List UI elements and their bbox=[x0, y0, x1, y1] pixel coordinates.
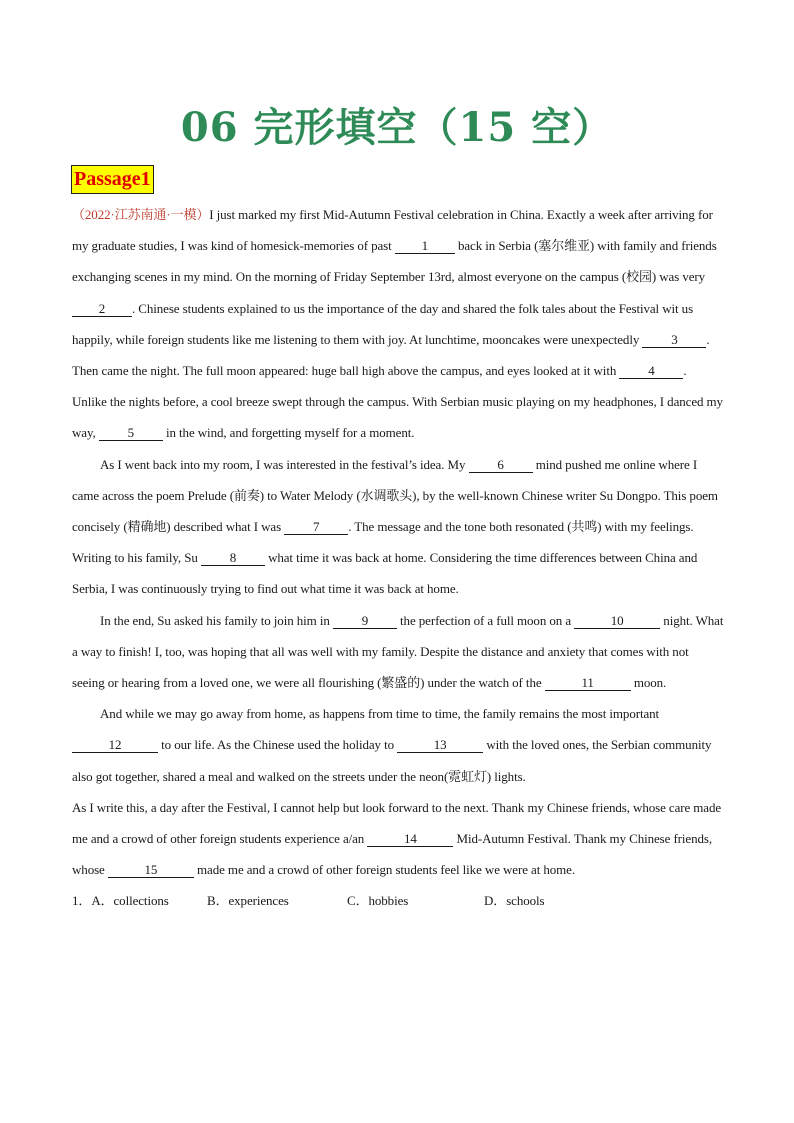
passage-label: Passage1 bbox=[71, 165, 154, 194]
blank-14: 14 bbox=[367, 832, 453, 847]
blank-5: 5 bbox=[99, 426, 163, 441]
option-c: C．hobbies bbox=[347, 893, 409, 909]
option-b: B．experiences bbox=[207, 893, 289, 909]
paragraph-5: As I write this, a day after the Festival, I cannot help but look forward to the next. Thank my Chinese friends, whose care made me and a crowd of other foreign students experience a/an 14 Mid-Autumn Festival. Thank my Chinese friends, whose 15 made me and a crowd of other foreign students feel like we were at home. bbox=[72, 799, 722, 878]
blank-11: 11 bbox=[545, 676, 631, 691]
source-tag: （2022·江苏南通·一模） bbox=[72, 207, 210, 222]
blank-4: 4 bbox=[619, 364, 683, 379]
blank-1: 1 bbox=[395, 239, 455, 254]
passage-body bbox=[72, 199, 724, 917]
paragraph-1: （2022·江苏南通·一模）I just marked my first Mid-Autumn Festival celebration in China. Exactly a week after arriving for my graduate studies, I was kind of homesick-memories of past 1 back in Serbia (塞尔维亚) with family and friends exchanging scenes in my mind. On the morning of Friday September 13rd, almost everyone on the campus (校园) was very 2 . Chinese students explained to us the importance of the day and shared the folk tales about the Festival wit us happily, while foreign students like me listening to them with joy. At lunchtime, mooncakes were unexpectedly 3 . Then came the night. The full moon appeared: huge ball high above the campus, and eyes looked at it with 4 . Unlike the nights before, a cool breeze swept through the campus. With Serbian music playing on my headphones, I danced my way, 5 in the wind, and forgetting myself for a moment. bbox=[72, 207, 723, 441]
blank-13: 13 bbox=[397, 738, 483, 753]
paragraph-3: In the end, Su asked his family to join him in 9 the perfection of a full moon on a 10 night. What a way to finish! I, too, was hoping that all was well with my family. Despite the distance and anxiety that comes with not seeing or hearing from a loved one, we were all flourishing (繁盛的) under the watch of the 11 moon. bbox=[72, 612, 724, 691]
blank-9: 9 bbox=[333, 614, 397, 629]
option-d: D．schools bbox=[484, 893, 545, 909]
blank-10: 10 bbox=[574, 614, 660, 629]
blank-7: 7 bbox=[284, 520, 348, 535]
blank-6: 6 bbox=[469, 458, 533, 473]
paragraph-2: As I went back into my room, I was interested in the festival’s idea. My 6 mind pushed me online where I came across the poem Prelude (前奏) to Water Melody (水调歌头), by the well-known Chinese writer Su Dongpo. This poem concisely (精确地) described what I was 7 . The message and the tone both resonated (共鸣) with my feelings. Writing to his family, Su 8 what time it was back at home. Considering the time differences between China and Serbia, I was continuously trying to find out what time it was back at home. bbox=[72, 456, 718, 597]
page-title: 06 完形填空（15 空） bbox=[180, 104, 614, 151]
paragraph-4: And while we may go away from home, as happens from time to time, the family remains the most important 12 to our life. As the Chinese used the holiday to 13 with the loved ones, the Serbian community also got together, shared a meal and walked on the streets under the neon(霓虹灯) lights. bbox=[72, 706, 712, 784]
blank-2: 2 bbox=[72, 302, 132, 317]
option-a: 1．A．collections bbox=[72, 893, 169, 909]
blank-12: 12 bbox=[72, 738, 158, 753]
blank-8: 8 bbox=[201, 551, 265, 566]
blank-3: 3 bbox=[642, 333, 706, 348]
question-1-options bbox=[72, 885, 724, 916]
blank-15: 15 bbox=[108, 863, 194, 878]
